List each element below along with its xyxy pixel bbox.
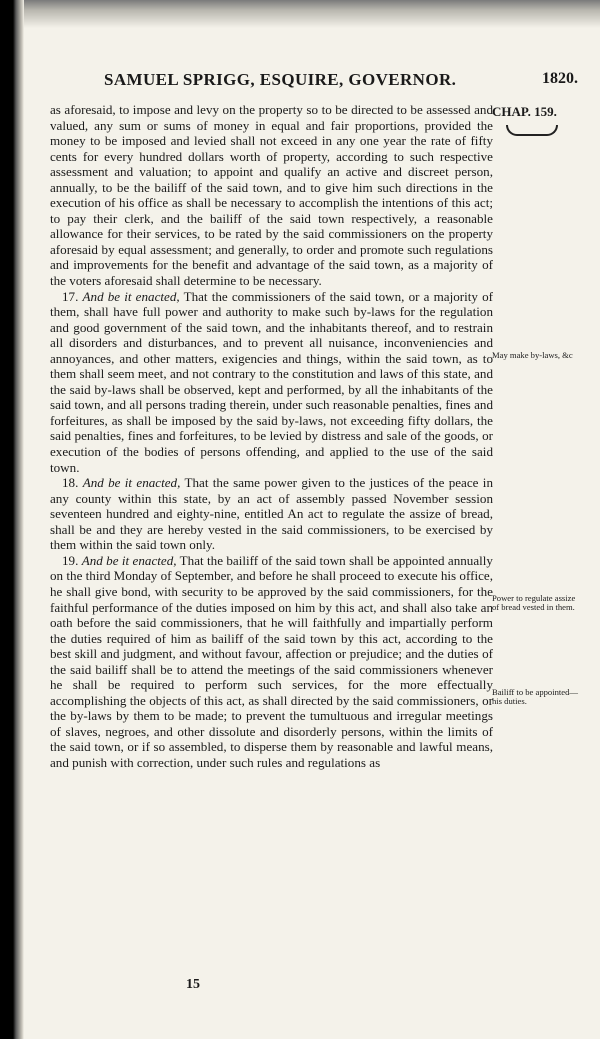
section-text: That the same power given to the justices of the peace in any county within this state, by an act of assembly passed November session seventeen hundred and eighty-nine, entitled An act to regulate the assize of bread, shall be and they are hereby vested in the said commissioners, to be exercised by them within the said town only. bbox=[50, 475, 493, 553]
enacting-clause: And be it enacted, bbox=[82, 288, 180, 304]
enacting-clause: And be it enacted, bbox=[81, 552, 177, 568]
section-number: 19. bbox=[62, 552, 79, 568]
page-header bbox=[48, 70, 578, 96]
section-18 bbox=[50, 475, 493, 553]
chapter-brace bbox=[506, 125, 558, 136]
margin-note-19: Bailiff to be appointed—his duties. bbox=[492, 687, 579, 706]
running-head: SAMUEL SPRIGG, ESQUIRE, GOVERNOR. bbox=[104, 70, 457, 89]
scan-top-edge bbox=[24, 0, 600, 28]
signature-mark: 15 bbox=[186, 977, 200, 992]
page-binding-edge bbox=[0, 0, 24, 1039]
section-text: That the commissioners of the said town, or a majority of them, shall have full power and authority to make such by-laws for the regulation and good government of the said town, and the inhabitants thereof, and to restrain all disorders and disturbances, and to prevent all nuisance, inconveniencies and annoyances, and other matters, exigencies and things, within the said town, as to them shall seem meet, and not contrary to the constitution and laws of this state, and the said by-laws shall be observed, kept and performed, by all the inhabitants of the said town, and all persons trading therein, under such reasonable penalties, fines and forfeitures, as shall be imposed by the said by-laws, not exceeding fifty dollars, the said penalties, fines and forfeitures, to be levied by distress and sale of the goods, or execution of the bodies of persons offending, and applied to the use of the said town. bbox=[50, 288, 493, 475]
section-17 bbox=[50, 289, 493, 476]
section-text: That the bailiff of the said town shall be appointed annually on the third Monday of September, and before he shall proceed to execute his office, he shall give bond, with security to be approved by the said commissioners, for the faithful performance of the duties imposed on him by this act, and shall also take an oath before the said commissioners, that he will faithfully and impartially perform the duties required of him as bailiff of the said town by this act, according to the best skill and judgment, and without favour, affection or prejudice; and the duties of the said bailiff shall be to attend the meetings of the said commissioners whenever he shall be required to perform such services, for the more effectually accomplishing the objects of this act, as shall directed by the said commissioners, or the by-laws by them to be made; to prevent the tumultuous and irregular meetings of slaves, negroes, and other dissolute and disorderly persons, within the limits of the said town, or if so assembled, to disperse them by reasonable and lawful means, and punish with correction, under such rules and regulations as bbox=[50, 552, 493, 770]
paragraph-continued: as aforesaid, to impose and levy on the property so to be directed to be assessed and valued, any sum or sums of money in equal and fair proportions, provided the money to be imposed and levied shall not exceed in any one year the rate of fifty cents for every hundred dollars worth of property, according to such respective assessment and valuation; to appoint and qualify an active and discreet person, annually, to be the bailiff of the said town, and to give him such directions in the execution of his office as shall be necessary to accomplish the intentions of this act; to pay their clerk, and the bailiff of the said town respectively, a reasonable allowance for their services, to be rated by the said commissioners on the property aforesaid by equal assessment; and generally, to order and promote such regulations and improvements for the benefit and advantage of the said town, as a majority of the voters aforesaid shall determine to be necessary. bbox=[50, 102, 493, 289]
margin-note-18: Power to regulate assize of bread vested in them. bbox=[492, 593, 576, 612]
chapter-label: CHAP. 159. bbox=[492, 104, 557, 119]
section-number: 18. bbox=[62, 475, 79, 491]
margin-note-17: May make by-laws, &c bbox=[492, 350, 573, 360]
body-text bbox=[50, 102, 493, 771]
section-number: 17. bbox=[62, 288, 79, 304]
enacting-clause: And be it enacted, bbox=[82, 475, 181, 491]
section-19 bbox=[50, 553, 493, 771]
page-year: 1820. bbox=[542, 70, 578, 87]
